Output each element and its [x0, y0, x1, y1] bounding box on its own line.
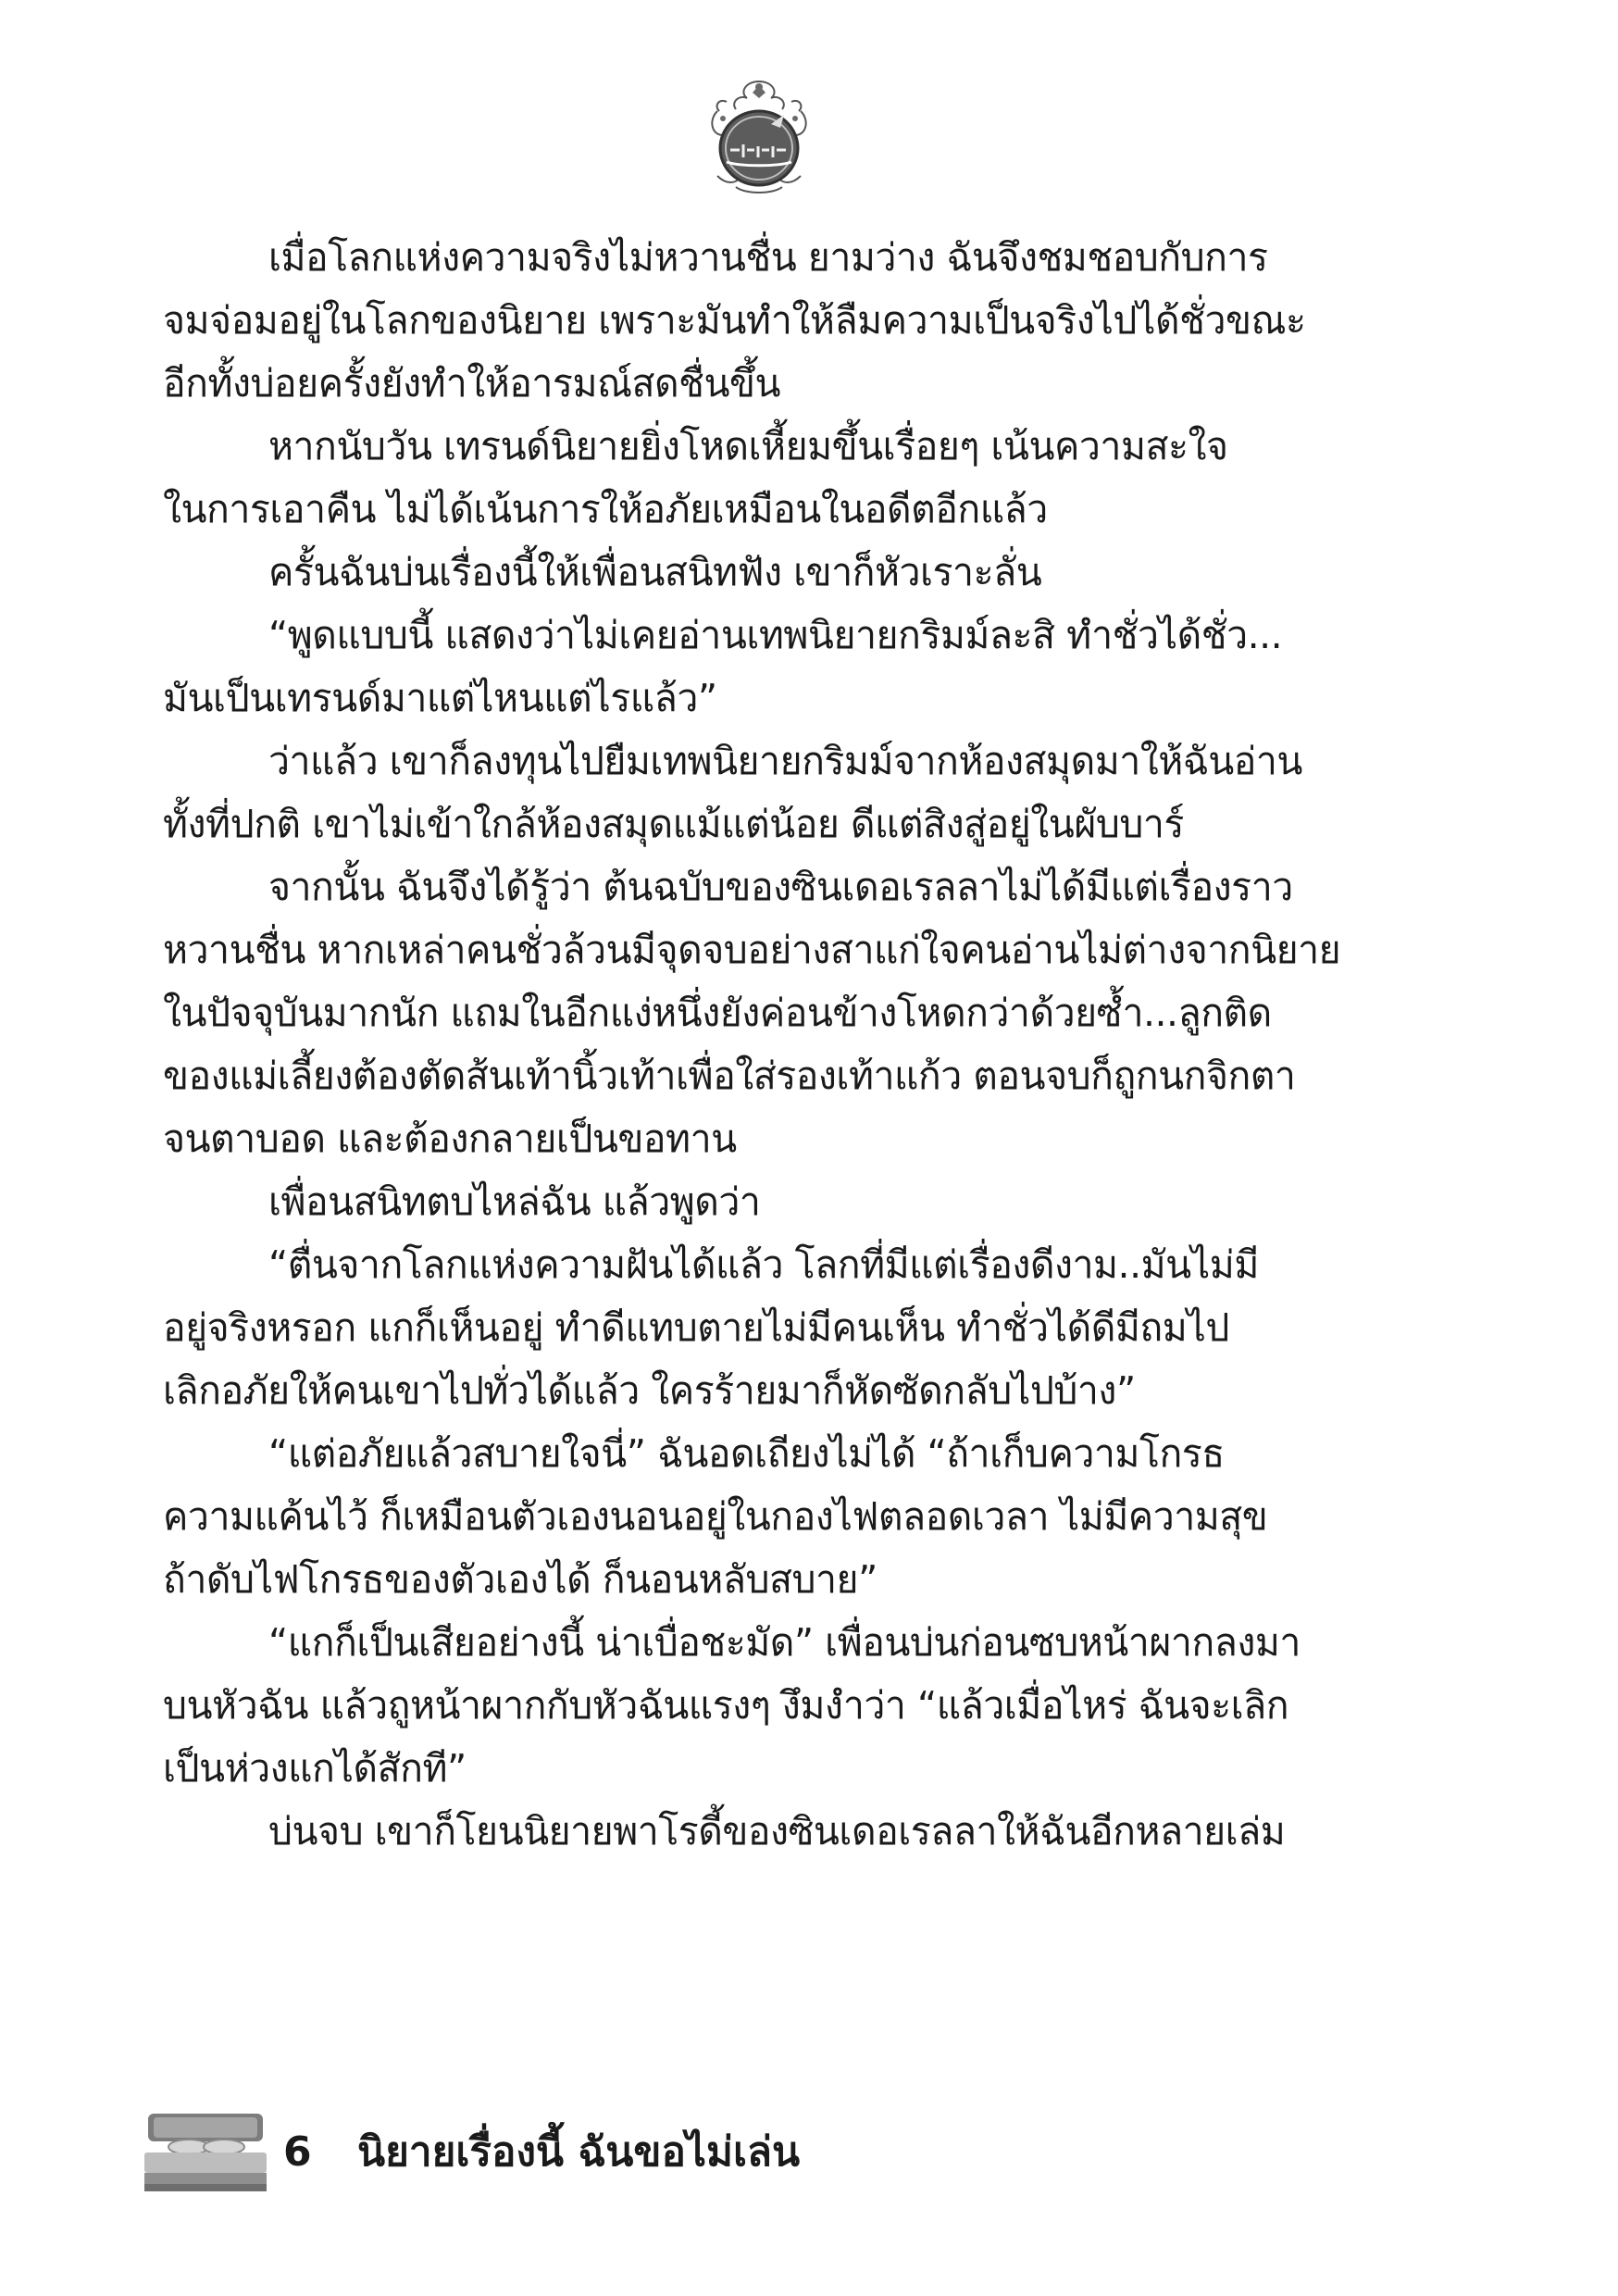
text-line: เมื่อโลกแห่งความจริงไม่หวานชื่น ยามว่าง ฉันจึงชมชอบกับการ: [268, 235, 1268, 280]
text-line: เป็นห่วงแกได้สักที”: [163, 1746, 467, 1791]
text-line: เพื่อนสนิทตบไหล่ฉัน แล้วพูดว่า: [268, 1179, 761, 1224]
text-line: ถ้าดับไฟโกรธของตัวเองได้ ก็นอนหลับสบาย”: [163, 1557, 877, 1602]
text-line: “แกก็เป็นเสียอย่างนี้ น่าเบื่อชะมัด” เพื่อนบ่นก่อนซบหน้าผากลงมา: [268, 1620, 1301, 1665]
text-line: บนหัวฉัน แล้วถูหน้าผากกับหัวฉันแรงๆ งึมงำว่า “แล้วเมื่อไหร่ ฉันจะเลิก: [163, 1683, 1289, 1728]
publisher-logo: [699, 74, 819, 199]
text-line: เลิกอภัยให้คนเขาไปทั่วได้แล้ว ใครร้ายมาก็หัดซัดกลับไปบ้าง”: [163, 1368, 1136, 1413]
text-line: ครั้นฉันบ่นเรื่องนี้ให้เพื่อนสนิทฟัง เขาก็หัวเราะลั่น: [268, 550, 1042, 594]
text-line: จากนั้น ฉันจึงได้รู้ว่า ต้นฉบับของซินเดอเรลลาไม่ได้มีแต่เรื่องราว: [268, 865, 1293, 909]
text-line: จมจ่อมอยู่ในโลกของนิยาย เพราะมันทำให้ลืมความเป็นจริงไปได้ชั่วขณะ: [163, 298, 1306, 343]
page-number: 6: [283, 2128, 312, 2176]
text-line: หากนับวัน เทรนด์นิยายยิ่งโหดเหี้ยมขึ้นเรื่อยๆ เน้นความสะใจ: [268, 424, 1228, 468]
text-line: อยู่จริงหรอก แกก็เห็นอยู่ ทำดีแทบตายไม่มีคนเห็น ทำชั่วได้ดีมีถมไป: [163, 1305, 1229, 1350]
text-line: “พูดแบบนี้ แสดงว่าไม่เคยอ่านเทพนิยายกริมม์ละสิ ทำชั่วได้ชั่ว...: [268, 613, 1283, 657]
text-line: ของแม่เลี้ยงต้องตัดส้นเท้านิ้วเท้าเพื่อใส่รองเท้าแก้ว ตอนจบก็ถูกนกจิกตา: [163, 1054, 1296, 1098]
text-line: หวานชื่น หากเหล่าคนชั่วล้วนมีจุดจบอย่างสาแก่ใจคนอ่านไม่ต่างจากนิยาย: [163, 928, 1341, 972]
book-title: นิยายเรื่องนี้ ฉันขอไม่เล่น: [357, 2128, 801, 2176]
page-footer: [144, 2106, 1440, 2199]
text-line: ว่าแล้ว เขาก็ลงทุนไปยืมเทพนิยายกริมม์จากห้องสมุดมาให้ฉันอ่าน: [268, 739, 1302, 783]
ornate-seal-icon: [699, 74, 819, 199]
text-line: “แต่อภัยแล้วสบายใจนี่” ฉันอดเถียงไม่ได้ “ถ้าเก็บความโกรธ: [268, 1431, 1225, 1476]
text-line: อีกทั้งบ่อยครั้งยังทำให้อารมณ์สดชื่นขึ้น: [163, 361, 781, 406]
text-line: บ่นจบ เขาก็โยนนิยายพาโรดี้ของซินเดอเรลลาให้ฉันอีกหลายเล่ม: [268, 1809, 1286, 1853]
text-line: มันเป็นเทรนด์มาแต่ไหนแต่ไรแล้ว”: [163, 676, 717, 720]
text-line: จนตาบอด และต้องกลายเป็นขอทาน: [163, 1117, 737, 1161]
text-line: ในปัจจุบันมากนัก แถมในอีกแง่หนึ่งยังค่อนข้างโหดกว่าด้วยซ้ำ...ลูกติด: [163, 991, 1272, 1035]
text-line: “ตื่นจากโลกแห่งความฝันได้แล้ว โลกที่มีแต่เรื่องดีงาม..มันไม่มี: [268, 1242, 1259, 1287]
body-text: [163, 226, 1363, 1863]
text-line: ทั้งที่ปกติ เขาไม่เข้าใกล้ห้องสมุดแม้แต่น้อย ดีแต่สิงสู่อยู่ในผับบาร์: [163, 802, 1184, 846]
bed-icon: [144, 2106, 267, 2199]
text-line: ความแค้นไว้ ก็เหมือนตัวเองนอนอยู่ในกองไฟตลอดเวลา ไม่มีความสุข: [163, 1494, 1268, 1539]
text-line: ในการเอาคืน ไม่ได้เน้นการให้อภัยเหมือนในอดีตอีกแล้ว: [163, 487, 1048, 531]
